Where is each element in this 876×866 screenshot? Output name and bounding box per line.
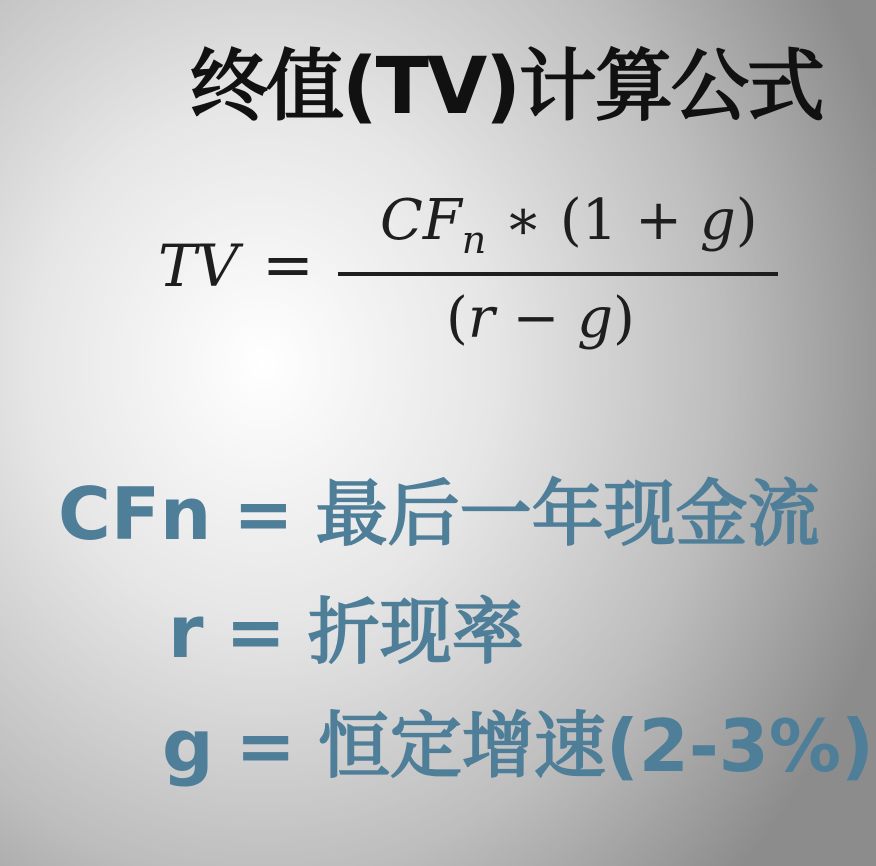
numerator-g: g xyxy=(699,188,736,253)
definition-equals: = xyxy=(233,472,294,556)
numerator-subscript: n xyxy=(461,218,487,262)
definition-symbol: r xyxy=(168,590,204,674)
denominator-g: g xyxy=(577,286,614,351)
numerator-times: ∗ xyxy=(504,188,543,253)
denominator-close: ) xyxy=(613,286,635,351)
denominator-open: ( xyxy=(446,286,468,351)
tv-formula xyxy=(158,188,798,378)
numerator-cf: CF xyxy=(380,188,462,253)
definition-equals: = xyxy=(225,590,286,674)
definition-meaning: 折现率 xyxy=(307,590,524,674)
definition-cfn xyxy=(58,472,820,556)
formula-denominator xyxy=(446,286,635,351)
definition-equals: = xyxy=(235,704,296,788)
page-title: 终值(TV)计算公式 xyxy=(190,42,823,132)
numerator-open: (1 + xyxy=(559,188,700,253)
numerator-close: ) xyxy=(735,188,758,253)
fraction-bar xyxy=(338,272,778,276)
definition-symbol: CFn xyxy=(58,472,212,556)
definition-meaning: 恒定增速(2-3%) xyxy=(317,704,874,788)
formula-equals: = xyxy=(262,228,314,301)
denominator-r: r xyxy=(467,286,495,351)
definition-symbol: g xyxy=(162,704,214,788)
definition-g xyxy=(162,704,874,788)
formula-lhs xyxy=(158,232,239,300)
definition-meaning: 最后一年现金流 xyxy=(315,472,820,556)
denominator-minus: − xyxy=(494,286,578,351)
formula-lhs-text: TV xyxy=(158,232,239,300)
formula-numerator xyxy=(380,188,758,262)
definition-r xyxy=(168,590,524,674)
